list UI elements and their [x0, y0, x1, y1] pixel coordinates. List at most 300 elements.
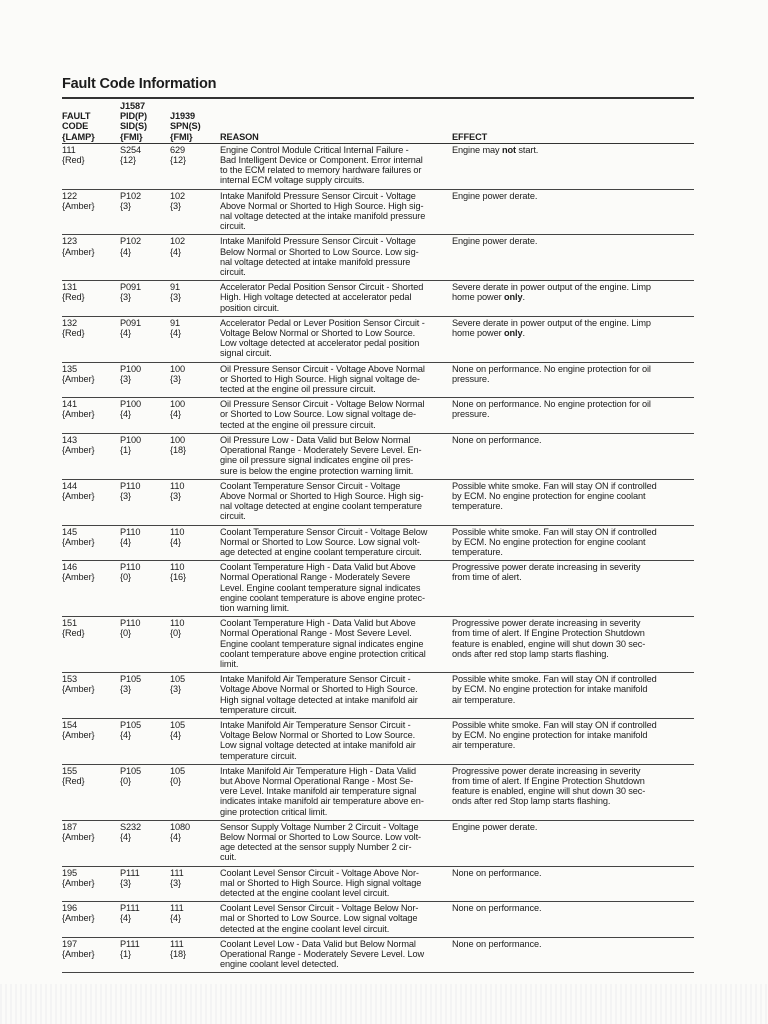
effect-text: Possible white smoke. Fan will stay ON if controlled	[452, 526, 657, 537]
table-row	[62, 398, 694, 434]
fault-code-text: {Red}	[62, 328, 85, 339]
fault-code-cell	[62, 937, 120, 973]
effect-text: by ECM. No engine protection for intake manifold	[452, 730, 648, 741]
reason-cell	[220, 398, 452, 434]
reason-line: Oil Pressure Low - Data Valid but Below Normal	[220, 434, 411, 445]
effect-text: None on performance.	[452, 903, 542, 914]
header-line: REASON	[220, 131, 259, 142]
table-row	[62, 718, 694, 764]
j1587-text: {3}	[120, 292, 131, 303]
j1587-cell	[120, 937, 170, 973]
reason-cell	[220, 902, 452, 938]
effect-cell	[452, 235, 694, 281]
j1587-cell	[120, 235, 170, 281]
j1939-text: {0}	[170, 628, 181, 639]
reason-line: to the ECM related to memory hardware failures or	[220, 165, 422, 176]
reason-line: mal or Shorted to Low Source. Low signal voltage	[220, 913, 418, 924]
header-line: {FMI}	[170, 131, 193, 142]
j1587-text: P111	[120, 903, 140, 914]
fault-code-cell	[62, 617, 120, 673]
fault-code-text: 197	[62, 938, 78, 949]
reason-cell	[220, 673, 452, 719]
j1939-text: {4}	[170, 730, 181, 741]
reason-cell	[220, 235, 452, 281]
reason-line: age detected at engine coolant temperature circuit.	[220, 546, 422, 557]
effect-text: from time of alert.	[452, 572, 522, 583]
j1587-text: {4}	[120, 730, 131, 741]
j1939-text: {0}	[170, 775, 181, 786]
effect-text: from time of alert. If Engine Protection Shutdown	[452, 775, 645, 786]
j1939-text: {4}	[170, 246, 181, 257]
j1939-text: 91	[170, 317, 181, 328]
fault-code-text: 131	[62, 282, 78, 293]
fault-code-cell	[62, 235, 120, 281]
fault-code-text: {Red}	[62, 775, 85, 786]
j1587-text: S254	[120, 144, 142, 155]
reason-line: nal voltage detected at the intake manifold pressure	[220, 211, 426, 222]
j1939-cell	[170, 433, 220, 479]
reason-cell	[220, 718, 452, 764]
reason-line: Operational Range - Moderately Severe Level. En-	[220, 445, 422, 456]
effect-cell	[452, 398, 694, 434]
header-line: EFFECT	[452, 131, 488, 142]
reason-line: engine coolant level detected.	[220, 959, 339, 970]
j1587-text: {1}	[120, 445, 131, 456]
j1587-text: {3}	[120, 373, 131, 384]
fault-code-text: 187	[62, 821, 78, 832]
j1939-text: 110	[170, 526, 185, 537]
effect-text: air temperature.	[452, 740, 516, 751]
effect-text: Progressive power derate increasing in severity	[452, 562, 641, 573]
j1939-text: 629	[170, 144, 186, 155]
fault-code-cell	[62, 433, 120, 479]
effect-text: Possible white smoke. Fan will stay ON if controlled	[452, 674, 657, 685]
j1587-text: {4}	[120, 246, 131, 257]
j1939-cell	[170, 398, 220, 434]
reason-line: Normal Operational Range - Most Severe Level.	[220, 628, 412, 639]
reason-line: cuit.	[220, 852, 237, 863]
j1939-cell	[170, 820, 220, 866]
fault-code-cell	[62, 561, 120, 617]
reason-line: signal circuit.	[220, 348, 272, 359]
j1587-text: {3}	[120, 684, 131, 695]
reason-cell	[220, 866, 452, 902]
reason-line: nal voltage detected at intake manifold pressure	[220, 256, 411, 267]
reason-cell	[220, 937, 452, 973]
header-line: SID(S)	[120, 121, 147, 132]
j1587-text: P100	[120, 434, 142, 445]
reason-line: Below Normal or Shorted to Low Source. Low volt-	[220, 832, 421, 842]
j1939-text: 91	[170, 282, 181, 293]
fault-code-text: {Amber}	[62, 246, 95, 257]
j1587-cell	[120, 479, 170, 525]
j1939-text: {3}	[170, 373, 181, 384]
reason-cell	[220, 281, 452, 317]
j1587-text: {0}	[120, 775, 131, 786]
reason-line: Intake Manifold Air Temperature High - Data Valid	[220, 765, 416, 776]
fault-code-text: 151	[62, 618, 78, 629]
j1939-text: 111	[170, 903, 184, 914]
reason-line: but Above Normal Operational Range - Most Se-	[220, 775, 414, 786]
fault-code-cell	[62, 718, 120, 764]
effect-text: None on performance. No engine protection for oil	[452, 363, 651, 374]
reason-line: Coolant Level Sensor Circuit - Voltage Below Nor-	[220, 903, 419, 914]
reason-line: tion warning limit.	[220, 602, 290, 613]
j1587-text: P110	[120, 618, 141, 629]
reason-cell	[220, 189, 452, 235]
header-effect	[452, 101, 694, 143]
header-line: J1939	[170, 111, 196, 122]
j1587-text: {4}	[120, 913, 131, 924]
fault-code-cell	[62, 820, 120, 866]
reason-line: Below Normal or Shorted to Low Source. Low sig-	[220, 246, 419, 257]
j1939-text: {4}	[170, 832, 181, 842]
fault-code-text: {Red}	[62, 155, 85, 166]
effect-text: Engine power derate.	[452, 190, 538, 201]
fault-code-text: 154	[62, 719, 78, 730]
effect-text: temperature.	[452, 501, 503, 512]
reason-line: engine coolant temperature is above engine protec-	[220, 592, 425, 603]
reason-line: tected at the engine oil pressure circuit.	[220, 419, 376, 430]
j1587-text: P105	[120, 674, 142, 685]
reason-cell	[220, 433, 452, 479]
page-title: Fault Code Information	[62, 76, 217, 92]
table-row	[62, 617, 694, 673]
j1939-text: {12}	[170, 155, 186, 166]
reason-cell	[220, 764, 452, 820]
effect-text: home power	[452, 292, 505, 303]
j1587-text: {3}	[120, 877, 131, 888]
table-row	[62, 316, 694, 362]
table-row	[62, 673, 694, 719]
reason-line: Voltage Below Normal or Shorted to Low Source.	[220, 730, 416, 741]
reason-line: Accelerator Pedal or Lever Position Sensor Circuit -	[220, 317, 425, 328]
effect-cell	[452, 362, 694, 398]
j1939-text: 111	[170, 867, 184, 878]
effect-text: None on performance.	[452, 938, 542, 949]
j1939-text: 105	[170, 674, 186, 685]
j1587-text: S232	[120, 821, 142, 832]
effect-text: None on performance. No engine protection for oil	[452, 399, 651, 410]
j1939-text: {18}	[170, 445, 186, 456]
reason-line: age detected at the sensor supply Number 2 cir-	[220, 842, 412, 853]
header-line: FAULT	[62, 111, 91, 122]
fault-code-text: {Amber}	[62, 832, 95, 842]
reason-line: circuit.	[220, 267, 246, 278]
fault-code-text: 135	[62, 363, 78, 374]
effect-text: Progressive power derate increasing in severity	[452, 765, 641, 776]
j1939-text: {4}	[170, 409, 181, 420]
j1939-text: {3}	[170, 200, 181, 211]
fault-code-cell	[62, 281, 120, 317]
j1587-text: P102	[120, 236, 142, 247]
effect-cell	[452, 673, 694, 719]
j1587-cell	[120, 525, 170, 561]
reason-line: Level. Engine coolant temperature signal indicates	[220, 582, 421, 593]
j1939-text: 105	[170, 719, 186, 730]
fault-code-cell	[62, 189, 120, 235]
j1587-text: {4}	[120, 409, 131, 420]
j1939-cell	[170, 281, 220, 317]
j1587-cell	[120, 617, 170, 673]
j1939-text: 100	[170, 399, 186, 410]
j1939-text: {4}	[170, 328, 181, 339]
reason-line: nal voltage detected at engine coolant temperature	[220, 501, 422, 512]
fault-code-text: 195	[62, 867, 78, 878]
j1939-text: {3}	[170, 490, 181, 501]
reason-line: Sensor Supply Voltage Number 2 Circuit - Voltage	[220, 821, 419, 832]
effect-text: by ECM. No engine protection for engine coolant	[452, 536, 646, 547]
header-line: SPN(S)	[170, 121, 201, 132]
j1939-cell	[170, 235, 220, 281]
effect-text: Engine power derate.	[452, 821, 538, 832]
reason-cell	[220, 362, 452, 398]
fault-code-text: 155	[62, 765, 78, 776]
j1587-text: P102	[120, 190, 142, 201]
j1939-text: 100	[170, 363, 186, 374]
scan-noise	[0, 984, 768, 1024]
j1587-text: {3}	[120, 490, 131, 501]
header-line: {FMI}	[120, 131, 143, 142]
fault-code-text: {Red}	[62, 628, 85, 639]
effect-cell	[452, 316, 694, 362]
fault-code-cell	[62, 316, 120, 362]
fault-code-text: 111	[62, 144, 76, 155]
j1587-cell	[120, 316, 170, 362]
reason-line: Above Normal or Shorted to High Source. High sig-	[220, 200, 424, 211]
j1587-cell	[120, 362, 170, 398]
fault-code-text: {Amber}	[62, 200, 95, 211]
fault-code-cell	[62, 866, 120, 902]
reason-line: Engine coolant temperature signal indicates engine	[220, 638, 424, 649]
reason-line: sure is below the engine protection warning limit.	[220, 465, 414, 476]
j1587-cell	[120, 398, 170, 434]
effect-cell	[452, 718, 694, 764]
fault-code-cell	[62, 362, 120, 398]
j1587-text: P105	[120, 719, 142, 730]
j1939-cell	[170, 525, 220, 561]
header-j1587	[120, 101, 170, 143]
j1587-text: P110	[120, 526, 141, 537]
effect-cell	[452, 479, 694, 525]
j1939-cell	[170, 479, 220, 525]
reason-line: Bad Intelligent Device or Component. Error internal	[220, 155, 423, 166]
j1939-text: {3}	[170, 292, 181, 303]
j1939-cell	[170, 362, 220, 398]
j1939-text: 111	[170, 938, 184, 949]
fault-code-cell	[62, 764, 120, 820]
j1939-cell	[170, 561, 220, 617]
effect-text: Engine may	[452, 144, 502, 155]
fault-code-text: {Amber}	[62, 877, 95, 888]
table-row	[62, 561, 694, 617]
j1939-text: {4}	[170, 536, 181, 547]
effect-cell	[452, 189, 694, 235]
fault-code-table	[62, 101, 694, 973]
fault-code-text: 141	[62, 399, 78, 410]
fault-code-text: 153	[62, 674, 78, 685]
j1587-cell	[120, 902, 170, 938]
table-row	[62, 433, 694, 479]
fault-code-text: 196	[62, 903, 78, 914]
reason-line: High signal voltage detected at intake manifold air	[220, 694, 418, 705]
j1587-cell	[120, 143, 170, 189]
fault-code-cell	[62, 143, 120, 189]
j1587-text: P110	[120, 480, 141, 491]
effect-text: None on performance.	[452, 434, 542, 445]
table-row	[62, 189, 694, 235]
effect-emphasis: only	[504, 328, 523, 339]
j1587-text: {12}	[120, 155, 136, 166]
reason-line: temperature circuit.	[220, 750, 297, 761]
reason-line: or Shorted to Low Source. Low signal voltage de-	[220, 409, 416, 420]
j1587-text: P100	[120, 399, 142, 410]
fault-code-text: 144	[62, 480, 78, 491]
j1939-text: {16}	[170, 572, 186, 583]
j1587-cell	[120, 764, 170, 820]
effect-text: start.	[515, 144, 539, 155]
reason-line: Accelerator Pedal Position Sensor Circuit - Shorted	[220, 282, 424, 293]
reason-line: Normal Operational Range - Moderately Severe	[220, 572, 411, 583]
reason-line: coolant temperature above engine protection critical	[220, 648, 426, 659]
j1587-text: {0}	[120, 572, 131, 583]
reason-line: detected at the engine coolant level circuit.	[220, 923, 390, 934]
fault-code-cell	[62, 673, 120, 719]
reason-line: Intake Manifold Pressure Sensor Circuit - Voltage	[220, 236, 416, 247]
fault-code-cell	[62, 398, 120, 434]
fault-code-text: {Red}	[62, 292, 85, 303]
reason-line: limit.	[220, 658, 239, 669]
effect-text: Possible white smoke. Fan will stay ON if controlled	[452, 480, 657, 491]
fault-code-text: {Amber}	[62, 949, 95, 960]
reason-cell	[220, 479, 452, 525]
fault-code-text: 146	[62, 562, 78, 573]
reason-line: circuit.	[220, 221, 246, 232]
reason-line: gine oil pressure signal indicates engine oil pres-	[220, 455, 414, 466]
effect-cell	[452, 937, 694, 973]
j1587-text: {4}	[120, 536, 131, 547]
fault-code-text: 132	[62, 317, 78, 328]
effect-text: pressure.	[452, 409, 490, 420]
j1939-text: 110	[170, 480, 185, 491]
j1587-text: {3}	[120, 200, 131, 211]
reason-line: circuit.	[220, 511, 246, 522]
j1587-text: P091	[120, 282, 142, 293]
j1939-cell	[170, 718, 220, 764]
reason-line: Coolant Level Sensor Circuit - Voltage Above Nor-	[220, 867, 419, 878]
effect-cell	[452, 561, 694, 617]
j1939-text: {18}	[170, 949, 186, 960]
effect-text: Severe derate in power output of the engine. Limp	[452, 317, 651, 328]
reason-line: Above Normal or Shorted to High Source. High sig-	[220, 490, 424, 501]
header-line: J1587	[120, 101, 146, 111]
reason-cell	[220, 820, 452, 866]
j1939-cell	[170, 902, 220, 938]
header-line: PID(P)	[120, 111, 147, 122]
reason-cell	[220, 525, 452, 561]
j1587-text: {1}	[120, 949, 131, 960]
j1587-text: P110	[120, 562, 141, 573]
header-j1939	[170, 101, 220, 143]
effect-text: onds after red Stop lamp starts flashing.	[452, 796, 611, 807]
j1587-text: P100	[120, 363, 142, 374]
effect-text: None on performance.	[452, 867, 542, 878]
effect-emphasis: only	[504, 292, 523, 303]
effect-text: Possible white smoke. Fan will stay ON if controlled	[452, 719, 657, 730]
effect-text: onds after red stop lamp starts flashing.	[452, 648, 609, 659]
reason-cell	[220, 561, 452, 617]
j1587-text: {4}	[120, 328, 131, 339]
j1587-cell	[120, 433, 170, 479]
j1939-cell	[170, 143, 220, 189]
j1939-cell	[170, 316, 220, 362]
fault-code-text: {Amber}	[62, 730, 95, 741]
reason-line: Operational Range - Moderately Severe Level. Low	[220, 949, 425, 960]
effect-text: from time of alert. If Engine Protection Shutdown	[452, 628, 645, 639]
j1939-text: 100	[170, 434, 186, 445]
reason-line: Oil Pressure Sensor Circuit - Voltage Above Normal	[220, 363, 425, 374]
effect-text: pressure.	[452, 373, 490, 384]
reason-line: indicates intake manifold air temperature above en-	[220, 796, 424, 807]
effect-text: temperature.	[452, 546, 503, 557]
fault-code-text: {Amber}	[62, 445, 95, 456]
effect-cell	[452, 820, 694, 866]
reason-line: Normal or Shorted to Low Source. Low signal volt-	[220, 536, 420, 547]
table-row	[62, 764, 694, 820]
reason-line: tected at the engine oil pressure circuit.	[220, 384, 376, 395]
fault-code-text: {Amber}	[62, 572, 95, 583]
effect-cell	[452, 617, 694, 673]
reason-line: High. High voltage detected at accelerator pedal	[220, 292, 412, 303]
reason-line: Coolant Temperature High - Data Valid but Above	[220, 562, 416, 573]
reason-line: position circuit.	[220, 302, 280, 313]
table-header	[62, 101, 694, 143]
table-row	[62, 362, 694, 398]
reason-line: or Shorted to High Source. High signal voltage de-	[220, 373, 420, 384]
reason-line: Coolant Temperature High - Data Valid but Above	[220, 618, 416, 629]
j1939-cell	[170, 673, 220, 719]
j1939-text: 102	[170, 236, 186, 247]
fault-code-text: {Amber}	[62, 913, 95, 924]
table-row	[62, 525, 694, 561]
effect-text: by ECM. No engine protection for intake manifold	[452, 684, 648, 695]
j1587-text: P105	[120, 765, 142, 776]
effect-text: Progressive power derate increasing in severity	[452, 618, 641, 629]
table-row	[62, 235, 694, 281]
fault-code-text: {Amber}	[62, 409, 95, 420]
reason-line: Voltage Above Normal or Shorted to High Source.	[220, 684, 418, 695]
reason-line: Low signal voltage detected at intake manifold air	[220, 740, 416, 751]
reason-line: Oil Pressure Sensor Circuit - Voltage Below Normal	[220, 399, 425, 410]
j1939-text: 105	[170, 765, 186, 776]
reason-line: mal or Shorted to High Source. High signal voltage	[220, 877, 422, 888]
effect-text: feature is enabled, engine will shut down 30 sec-	[452, 638, 646, 649]
effect-text: feature is enabled, engine will shut down 30 sec-	[452, 786, 646, 797]
j1939-text: 102	[170, 190, 186, 201]
fault-code-text: 122	[62, 190, 78, 201]
j1939-text: {3}	[170, 877, 181, 888]
j1939-cell	[170, 937, 220, 973]
table-row	[62, 479, 694, 525]
j1587-text: P111	[120, 867, 140, 878]
j1587-text: {0}	[120, 628, 131, 639]
j1939-text: {4}	[170, 913, 181, 924]
reason-line: Intake Manifold Air Temperature Sensor Circuit -	[220, 674, 411, 685]
fault-code-text: {Amber}	[62, 373, 95, 384]
j1587-cell	[120, 866, 170, 902]
j1587-cell	[120, 718, 170, 764]
reason-line: Voltage Below Normal or Shorted to Low Source.	[220, 328, 416, 339]
